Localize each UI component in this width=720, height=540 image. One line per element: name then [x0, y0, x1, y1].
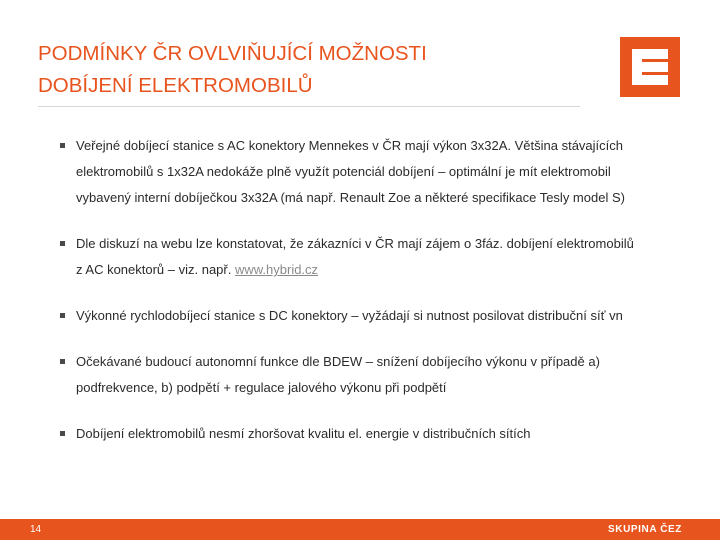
bullet-item-bdew-functions: [60, 349, 685, 401]
square-bullet-icon: [60, 241, 65, 246]
page-number: 14: [30, 524, 42, 535]
bullet-list: [60, 133, 685, 447]
square-bullet-icon: [60, 359, 65, 364]
bullet-item-customer-interest: [60, 231, 685, 283]
bullet-line: elektromobilů s 1x32A nedokáže plně využít potenciál dobíjení – optimální je mít elektromobil: [76, 164, 611, 179]
square-bullet-icon: [60, 313, 65, 318]
cez-logo-icon: [620, 37, 680, 97]
footer-bar: [0, 519, 720, 540]
square-bullet-icon: [60, 431, 65, 436]
square-bullet-icon: [60, 143, 65, 148]
bullet-item-power-quality: [60, 421, 685, 447]
bullet-line: Očekávané budoucí autonomní funkce dle BDEW – snížení dobíjecího výkonu v případě a): [76, 354, 600, 369]
bullet-line: Veřejné dobíjecí stanice s AC konektory Mennekes v ČR mají výkon 3x32A. Většina stávajících: [76, 138, 623, 153]
slide-title: [38, 38, 578, 102]
bullet-line: Výkonné rychlodobíjecí stanice s DC konektory – vyžádají si nutnost posilovat distribuční síť vn: [76, 308, 623, 323]
bullet-text: z AC konektorů – viz. např.: [76, 262, 235, 277]
title-divider: [38, 106, 580, 107]
bullet-item-dc-stations: [60, 303, 685, 329]
brand-name: SKUPINA ČEZ: [607, 524, 682, 535]
hybrid-cz-link[interactable]: www.hybrid.cz: [234, 262, 319, 277]
bullet-line: [76, 257, 685, 283]
bullet-line: Dle diskuzí na webu lze konstatovat, že zákazníci v ČR mají zájem o 3fáz. dobíjení elektromobilů: [76, 236, 634, 251]
title-line-1: PODMÍNKY ČR OVLVIŇUJÍCÍ MOŽNOSTI: [38, 42, 427, 65]
bullet-line: vybavený interní dobíječkou 3x32A (má např. Renault Zoe a některé specifikace Tesly model S): [76, 190, 625, 205]
title-line-2: DOBÍJENÍ ELEKTROMOBILŮ: [38, 74, 313, 97]
bullet-line: podfrekvence, b) podpětí + regulace jalového výkonu při podpětí: [76, 380, 447, 395]
bullet-item-ac-stations: [60, 133, 685, 211]
bullet-line: Dobíjení elektromobilů nesmí zhoršovat kvalitu el. energie v distribučních sítích: [76, 426, 531, 441]
